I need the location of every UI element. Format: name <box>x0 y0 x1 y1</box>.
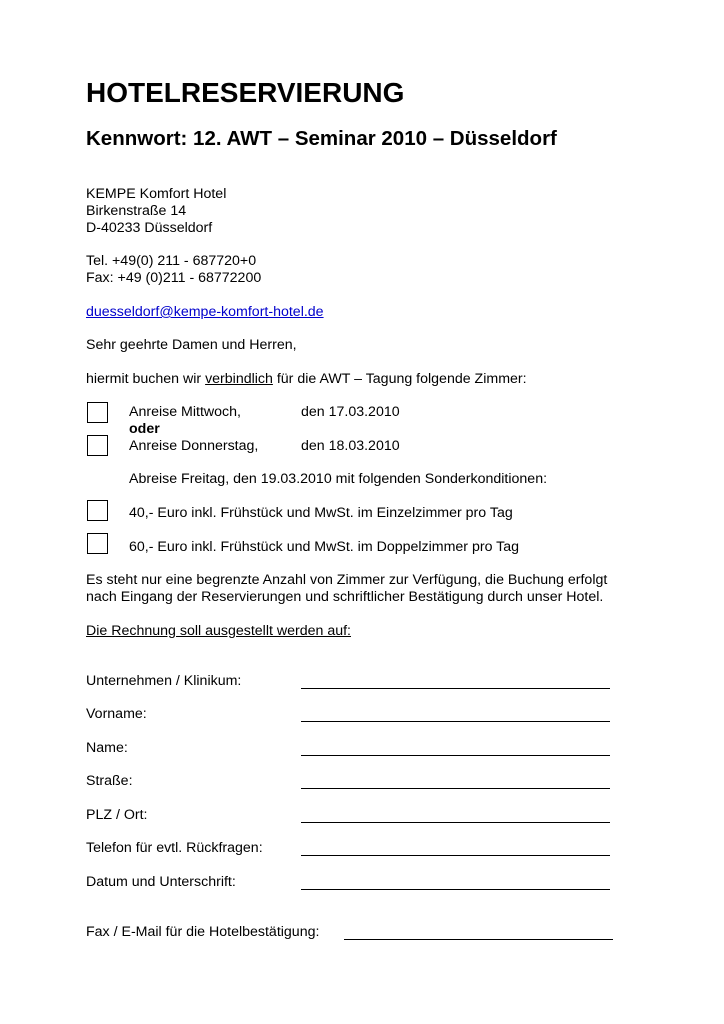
salutation: Sehr geehrte Damen und Herren, <box>86 337 297 353</box>
arrival-wednesday-date: den 17.03.2010 <box>301 404 400 420</box>
intro-underlined: verbindlich <box>205 371 273 387</box>
hotel-street: Birkenstraße 14 <box>86 203 187 219</box>
or-label: oder <box>129 421 160 437</box>
field-label-street: Straße: <box>86 773 133 789</box>
intro-text <box>86 371 527 388</box>
hotel-city: D-40233 Düsseldorf <box>86 220 213 236</box>
arrival-thursday-label: Anreise Donnerstag, <box>129 438 259 454</box>
field-label-first-name: Vorname: <box>86 706 147 722</box>
double-room-label: 60,- Euro inkl. Frühstück und MwSt. im Doppelzimmer pro Tag <box>129 539 520 555</box>
hotel-name: KEMPE Komfort Hotel <box>86 186 227 202</box>
page-title: HOTELRESERVIERUNG <box>86 77 405 108</box>
field-line-date-signature[interactable] <box>301 889 610 890</box>
arrival-thursday-date: den 18.03.2010 <box>301 438 400 454</box>
field-label-zip-city: PLZ / Ort: <box>86 807 148 823</box>
arrival-wednesday-checkbox[interactable] <box>87 402 108 423</box>
intro-after: für die AWT – Tagung folgende Zimmer: <box>272 371 527 387</box>
hotel-email-link[interactable]: duesseldorf@kempe-komfort-hotel.de <box>86 304 324 320</box>
field-line-name[interactable] <box>301 755 610 756</box>
double-room-checkbox[interactable] <box>87 533 108 554</box>
field-line-confirmation[interactable] <box>344 939 613 940</box>
arrival-thursday-checkbox[interactable] <box>87 435 108 456</box>
page-subtitle: Kennwort: 12. AWT – Seminar 2010 – Düsseldorf <box>86 127 557 150</box>
arrival-wednesday-label: Anreise Mittwoch, <box>129 404 241 420</box>
field-line-street[interactable] <box>301 788 610 789</box>
field-label-phone: Telefon für evtl. Rückfragen: <box>86 840 263 856</box>
notice-line-1: Es steht nur eine begrenzte Anzahl von Zimmer zur Verfügung, die Buchung erfolgt <box>86 572 608 588</box>
notice-line-2: nach Eingang der Reservierungen und schriftlicher Bestätigung durch unser Hotel. <box>86 589 604 605</box>
field-line-company[interactable] <box>301 688 610 689</box>
field-line-first-name[interactable] <box>301 721 610 722</box>
invoice-heading: Die Rechnung soll ausgestellt werden auf: <box>86 623 351 639</box>
single-room-checkbox[interactable] <box>87 500 108 521</box>
field-label-company: Unternehmen / Klinikum: <box>86 673 242 689</box>
field-label-name: Name: <box>86 740 128 756</box>
departure-text: Abreise Freitag, den 19.03.2010 mit folgenden Sonderkonditionen: <box>129 471 548 487</box>
field-label-date-signature: Datum und Unterschrift: <box>86 874 236 890</box>
single-room-label: 40,- Euro inkl. Frühstück und MwSt. im Einzelzimmer pro Tag <box>129 505 513 521</box>
field-label-confirmation: Fax / E-Mail für die Hotelbestätigung: <box>86 924 320 940</box>
field-line-phone[interactable] <box>301 855 610 856</box>
hotel-tel: Tel. +49(0) 211 - 687720+0 <box>86 253 257 269</box>
field-line-zip-city[interactable] <box>301 822 610 823</box>
hotel-fax: Fax: +49 (0)211 - 68772200 <box>86 270 262 286</box>
intro-before: hiermit buchen wir <box>86 371 206 387</box>
